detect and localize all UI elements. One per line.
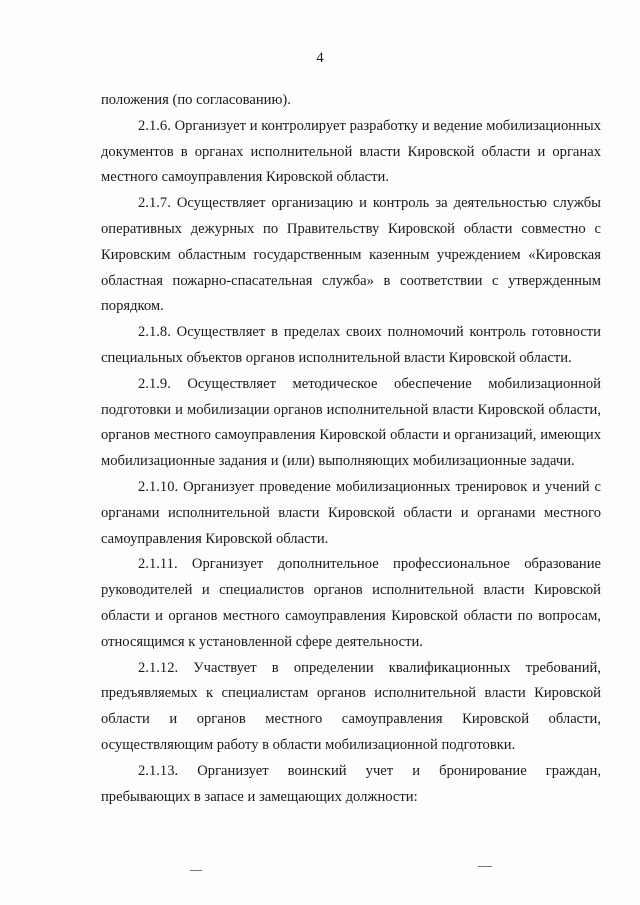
scan-artifact bbox=[478, 866, 492, 867]
paragraph-2-1-8: 2.1.8. Осуществляет в пределах своих полномочий контроль готовности специальных объектов органов исполнительной власти Кировской области. bbox=[101, 324, 601, 366]
paragraph-2-1-9: 2.1.9. Осуществляет методическое обеспечение мобилизационной подготовки и мобилизации органов исполнительной власти Кировской области, органов местного самоуправления Кировской области и организаций, имеющих мобилизационные задания и (или) выполняющих мобилизационные задачи. bbox=[101, 375, 601, 470]
scan-artifact bbox=[190, 870, 202, 871]
paragraph-2-1-12: 2.1.12. Участвует в определении квалификационных требований, предъявляемых к специалистам органов исполнительной власти Кировской области и органов местного самоуправления Кировской области, осуществляющим работу в области мобилизационной подготовки. bbox=[101, 659, 601, 753]
paragraph-2-1-10: 2.1.10. Организует проведение мобилизационных тренировок и учений с органами исполнительной власти Кировской области и органами местного самоуправления Кировской области. bbox=[101, 478, 601, 547]
document-body bbox=[101, 88, 601, 810]
paragraph-continuation: положения (по согласованию). bbox=[101, 92, 291, 108]
paragraph-2-1-13: 2.1.13. Организует воинский учет и бронирование граждан, пребывающих в запасе и замещающих должности: bbox=[101, 762, 601, 805]
paragraph-2-1-7: 2.1.7. Осуществляет организацию и контроль за деятельностью службы оперативных дежурных по Правительству Кировской области совместно с Кировским областным государственным казенным учреждением «Кировская областная пожарно-спасательная служба» в соответствии с утвержденным порядком. bbox=[101, 195, 601, 315]
page-number: 4 bbox=[316, 50, 324, 66]
paragraph-2-1-11: 2.1.11. Организует дополнительное профессиональное образование руководителей и специалистов органов исполнительной власти Кировской области и органов местного самоуправления Кировской области по вопросам, относящимся к установленной сфере деятельности. bbox=[101, 556, 601, 650]
paragraph-2-1-6: 2.1.6. Организует и контролирует разработку и ведение мобилизационных документов в органах исполнительной власти Кировской области и органах местного самоуправления Кировской области. bbox=[101, 117, 601, 186]
